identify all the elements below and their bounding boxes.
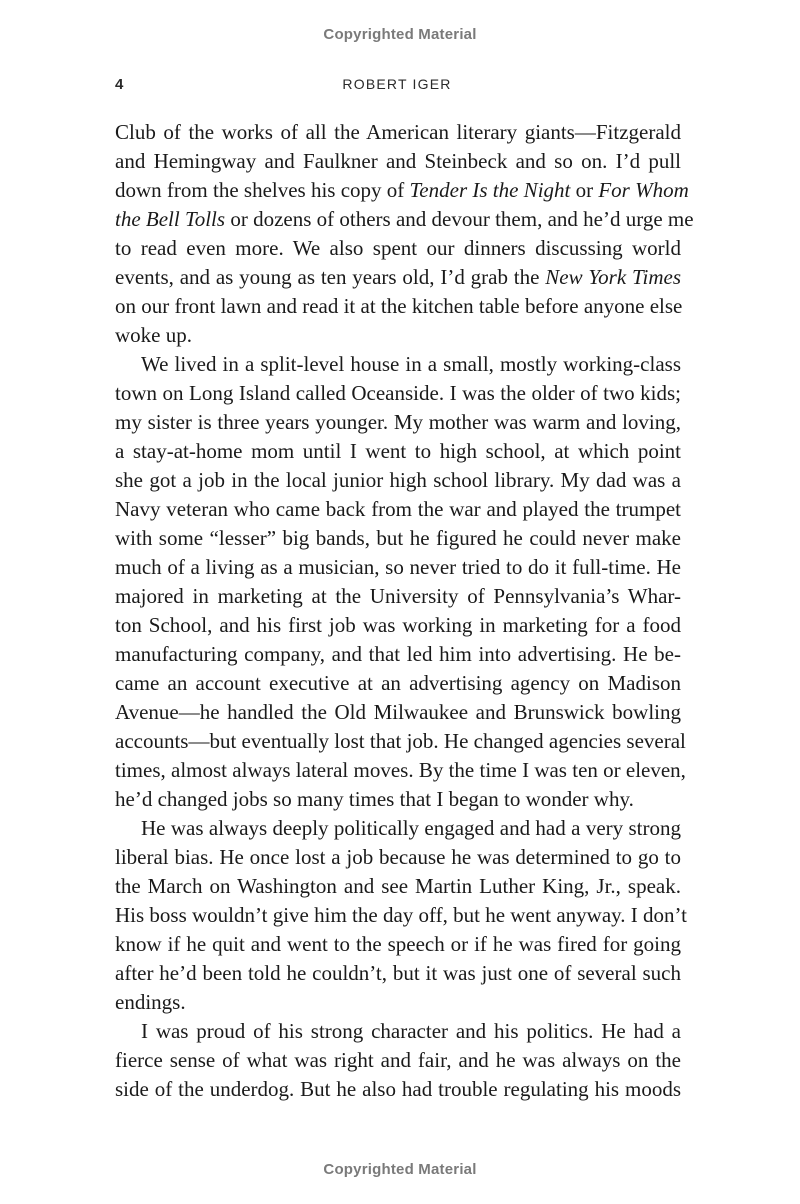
text-line: endings. [115,990,186,1014]
text-line: down from the shelves his copy of Tender Is the Night or For Whom [115,178,689,202]
paragraph [115,814,687,1017]
text-line: the March on Washington and see Martin Luther King, Jr., speak. [115,874,681,898]
text-line: Avenue—he handled the Old Milwaukee and Brunswick bowling [115,700,681,724]
text-line: Navy veteran who came back from the war and played the trumpet [115,497,681,521]
text-line: the Bell Tolls or dozens of others and devour them, and he’d urge me [115,207,694,231]
text-line: fierce sense of what was right and fair, and he was always on the [115,1048,681,1072]
text-line: events, and as young as ten years old, I’d grab the New York Times [115,265,682,289]
text-line: on our front lawn and read it at the kitchen table before anyone else [115,294,683,318]
text-line: much of a living as a musician, so never tried to do it full-time. He [115,555,681,579]
text-line: town on Long Island called Oceanside. I was the older of two kids; [115,381,681,405]
text-line: to read even more. We also spent our dinners discussing world [115,236,681,260]
book-title: the Bell Tolls [115,207,226,231]
text-line: times, almost always lateral moves. By the time I was ten or eleven, [115,758,686,782]
text-line: He was always deeply politically engaged and had a very strong [141,816,681,840]
newspaper-title: New York Times [545,265,682,289]
text-line: a stay-at-home mom until I went to high school, at which point [115,439,681,463]
text-line: know if he quit and went to the speech or if he was fired for going [115,932,681,956]
page-number: 4 [115,76,124,93]
text-line: my sister is three years younger. My mother was warm and loving, [115,410,681,434]
text-line: came an account executive at an advertising agency on Madison [115,671,681,695]
text-line: We lived in a split-level house in a small, mostly working-class [141,352,681,376]
text-line: accounts—but eventually lost that job. He changed agencies several [115,729,686,753]
text-line: after he’d been told he couldn’t, but it was just one of several such [115,961,681,985]
text-line: ton School, and his first job was working in marketing for a food [115,613,681,637]
running-head: ROBERT IGER [342,76,452,92]
text-line: Club of the works of all the American literary giants—Fitzgerald [115,120,681,144]
paragraph [115,118,694,350]
text-line: side of the underdog. But he also had trouble regulating his moods [115,1077,681,1101]
paragraph [115,1017,681,1104]
copyright-watermark-bottom: Copyrighted Material [323,1161,477,1178]
copyright-watermark-top: Copyrighted Material [323,26,477,43]
text-line: he’d changed jobs so many times that I began to wonder why. [115,787,634,811]
page-header [115,76,679,98]
body-text [115,118,694,1104]
text-line: His boss wouldn’t give him the day off, but he went anyway. I don’t [115,903,687,927]
text-line: liberal bias. He once lost a job because he was determined to go to [115,845,681,869]
text-line: and Hemingway and Faulkner and Steinbeck and so on. I’d pull [115,149,681,173]
text-line: manufacturing company, and that led him into advertising. He be- [115,642,681,666]
book-title: For Whom [598,178,689,202]
text-line: I was proud of his strong character and his politics. He had a [141,1019,681,1043]
text-line: majored in marketing at the University of Pennsylvania’s Whar- [115,584,681,608]
paragraph [115,350,686,814]
text-line: with some “lesser” big bands, but he figured he could never make [115,526,681,550]
book-title: Tender Is the Night [409,178,571,202]
text-line: she got a job in the local junior high school library. My dad was a [115,468,681,492]
text-line: woke up. [115,323,192,347]
